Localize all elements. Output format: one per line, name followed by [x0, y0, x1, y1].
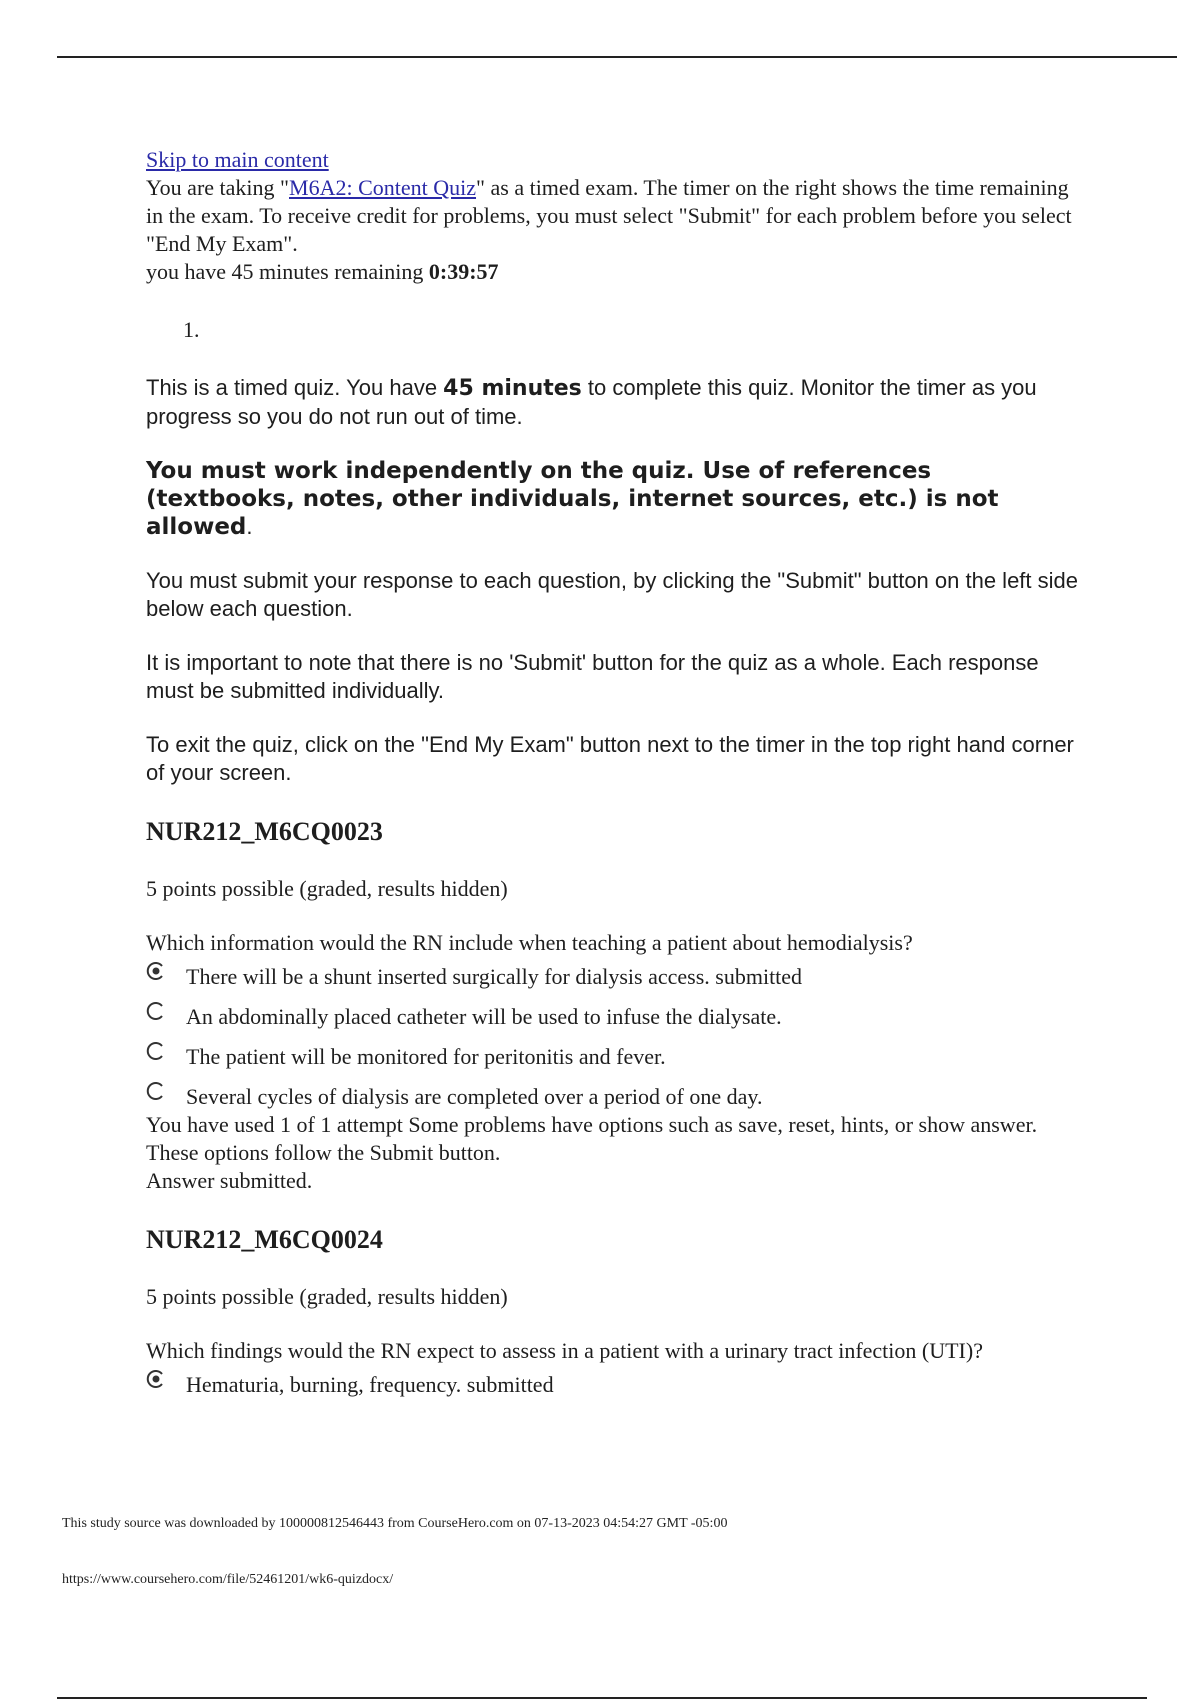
- option-label: An abdominally placed catheter will be used to infuse the dialysate.: [186, 1004, 782, 1029]
- option-label: Several cycles of dialysis are completed over a period of one day.: [186, 1084, 763, 1109]
- question-1-prompt: Which information would the RN include when teaching a patient about hemodialysis?: [146, 930, 913, 955]
- question-1-option-3[interactable]: [146, 1037, 1086, 1077]
- option-label: The patient will be monitored for peritonitis and fever.: [186, 1044, 666, 1069]
- skip-link-wrapper: [146, 146, 1086, 174]
- instruction-independent-end: .: [246, 514, 253, 539]
- skip-to-main-link[interactable]: Skip to main content: [146, 147, 329, 172]
- main-content: [146, 146, 1086, 1405]
- instructions: [146, 374, 1086, 787]
- exam-notice: [146, 174, 1086, 258]
- timer-line: [146, 258, 1086, 286]
- timer-label: you have 45 minutes remaining: [146, 259, 424, 284]
- top-rule: [57, 56, 1177, 58]
- question-1-id: NUR212_M6CQ0023: [146, 817, 383, 846]
- download-note: This study source was downloaded by 100000812546443 from CourseHero.com on 07-13-2023 04:54:27 GMT -05:00: [62, 1516, 728, 1531]
- exam-notice-suffix: " as a timed exam. The timer on the right shows the time remaining in the exam. To receive credit for problems, you must select "Submit" for each problem before you select "End My Exam".: [146, 175, 1072, 256]
- exam-notice-prefix: You are taking ": [146, 175, 290, 200]
- question-1: [146, 817, 1086, 1195]
- bottom-rule: [57, 1697, 1147, 1699]
- radio-unselected-icon[interactable]: [146, 1081, 166, 1101]
- question-2: [146, 1225, 1086, 1405]
- instruction-timed: [146, 374, 1086, 431]
- radio-selected-icon[interactable]: [146, 1369, 166, 1389]
- instruction-timed-b: to complete this quiz. Monitor the timer as you progress so you do not run out of time.: [146, 375, 1037, 429]
- instruction-independent: [146, 457, 1086, 541]
- radio-selected-icon[interactable]: [146, 961, 166, 981]
- question-1-status: Answer submitted.: [146, 1168, 313, 1193]
- question-1-option-4[interactable]: [146, 1077, 1086, 1117]
- question-1-points: 5 points possible (graded, results hidden): [146, 876, 508, 901]
- timer-value: 0:39:57: [428, 259, 499, 284]
- question-2-prompt: Which findings would the RN expect to assess in a patient with a urinary tract infection (UTI)?: [146, 1338, 983, 1363]
- option-label: There will be a shunt inserted surgically for dialysis access. submitted: [186, 964, 803, 989]
- instruction-exit: To exit the quiz, click on the "End My Exam" button next to the timer in the top right hand corner of your screen.: [146, 732, 1074, 785]
- instruction-individual: It is important to note that there is no 'Submit' button for the quiz as a whole. Each response must be submitted individually.: [146, 650, 1039, 703]
- question-2-points: 5 points possible (graded, results hidden): [146, 1284, 508, 1309]
- quiz-link[interactable]: M6A2: Content Quiz: [289, 175, 477, 200]
- radio-unselected-icon[interactable]: [146, 1001, 166, 1021]
- option-label: Hematuria, burning, frequency. submitted: [186, 1372, 554, 1397]
- question-2-id: NUR212_M6CQ0024: [146, 1225, 383, 1254]
- question-1-option-2[interactable]: [146, 997, 1086, 1037]
- source-url: https://www.coursehero.com/file/52461201/wk6-quizdocx/: [62, 1572, 394, 1587]
- instruction-minutes: 45 minutes: [443, 376, 582, 401]
- question-1-option-1[interactable]: [146, 957, 1086, 997]
- instruction-independent-bold: You must work independently on the quiz. Use of references (textbooks, notes, other individuals, internet sources, etc.) is not allowed: [146, 458, 999, 540]
- list-number: 1.: [183, 317, 200, 342]
- instruction-timed-a: This is a timed quiz. You have: [146, 375, 444, 400]
- question-2-option-1[interactable]: [146, 1365, 1086, 1405]
- question-1-attempts: You have used 1 of 1 attempt Some problems have options such as save, reset, hints, or show answer. These options follow the Submit button.: [146, 1112, 1038, 1165]
- radio-unselected-icon[interactable]: [146, 1041, 166, 1061]
- instruction-submit: You must submit your response to each question, by clicking the "Submit" button on the left side below each question.: [146, 568, 1079, 621]
